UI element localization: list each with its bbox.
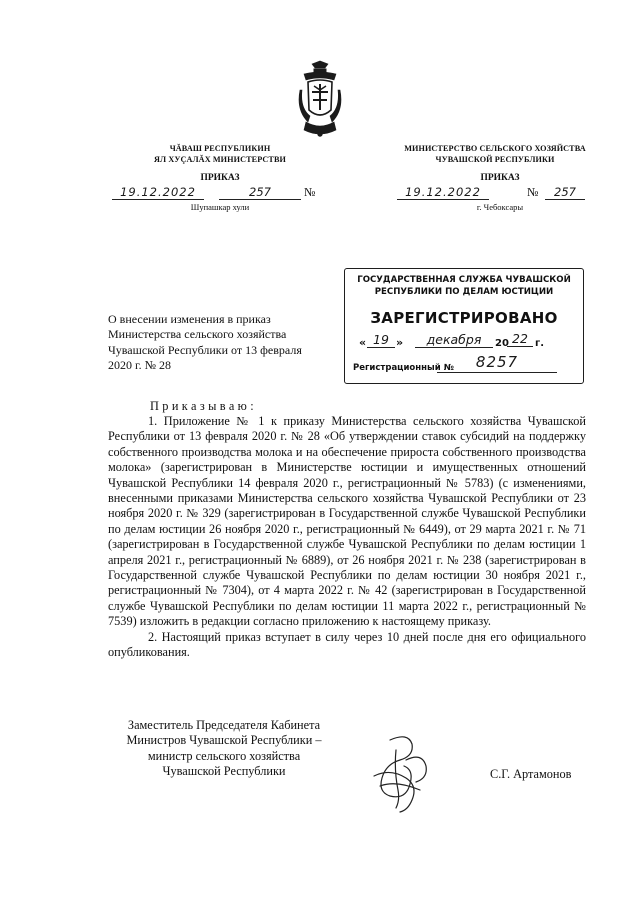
- signer-position-line: министр сельского хозяйства: [147, 748, 301, 763]
- signer-position-line: Чувашской Республики: [162, 764, 286, 779]
- org-left-line: ЯЛ ХУÇАЛĂХ МИНИСТЕРСТВИ: [153, 155, 287, 164]
- stamp-quote-close: »: [396, 336, 404, 349]
- directive-word: Приказываю:: [150, 399, 258, 413]
- registration-stamp: [344, 268, 584, 384]
- stamp-year-g: г.: [535, 338, 545, 349]
- place-chuvash: Шупашкар хули: [190, 202, 250, 212]
- chuvash-emblem-icon: [298, 60, 342, 140]
- order-word-right: ПРИКАЗ: [480, 173, 520, 183]
- signer-position-line: Министров Чувашской Республики –: [126, 733, 322, 748]
- stamp-agency-line: РЕСПУБЛИКИ ПО ДЕЛАМ ЮСТИЦИИ: [374, 287, 554, 297]
- stamp-reg-label: Регистрационный №: [353, 363, 454, 373]
- subject-line: Министерства сельского хозяйства: [108, 327, 287, 342]
- signer-name: С.Г. Артамонов: [490, 767, 572, 781]
- order-date-right: 19.12.2022: [397, 185, 489, 200]
- signer-position-line: Заместитель Председателя Кабинета: [127, 718, 321, 732]
- order-paragraph-2: 2. Настоящий приказ вступает в силу через 10 дней после дня его официального опубликования.: [108, 629, 586, 660]
- subject-line: О внесении изменения в приказ: [108, 312, 271, 326]
- subject-line: 2020 г. № 28: [108, 358, 172, 373]
- number-sign-left: №: [304, 185, 316, 199]
- order-subject: [108, 312, 358, 374]
- order-paragraph-1: 1. Приложение № 1 к приказу Министерства сельского хозяйства Чувашской Республики от 13 февраля 2020 г. № 28 «Об утверждении ставок субсидий на поддержку собственного производства молока и на обеспечение прироста собственного производства молока» (зарегистрирован в Министерстве юстиции и имущественных отношений Чувашской Республики 14 февраля 2020 г., регистрационный № 5783) (с изменениями, внесенными приказами Министерства сельского хозяйства Чувашской Республики от 23 ноября 2020 г. № 329 (зарегистрирован в Государственной службе Чувашской Республики по делам юстиции 26 ноября 2020 г., регистрационный № 6449), от 29 марта 2021 г. № 71 (зарегистрирован в Государственной службе Чувашской Республики по делам юстиции 1 апреля 2021 г., регистрационный № 6889), от 26 ноября 2021 г. № 238 (зарегистрирован в Государственной службе Чувашской Республики по делам юстиции 30 ноября 2021 г., регистрационный № 7304), от 4 марта 2022 г. № 42 (зарегистрирован в Государственной службе Чувашской Республики по делам юстиции 11 марта 2022 г., регистрационный № 7539) изложить в редакции согласно приложению к настоящему приказу.: [108, 414, 586, 629]
- stamp-year-suffix: 22: [507, 331, 533, 347]
- order-number-left: 257: [219, 185, 301, 200]
- stamp-registered-label: ЗАРЕГИСТРИРОВАНО: [370, 309, 558, 327]
- org-name-russian: [395, 143, 595, 165]
- handwritten-signature-icon: [360, 730, 440, 814]
- order-number-right: 257: [545, 185, 585, 200]
- signer-position: [108, 718, 340, 780]
- order-date-left: 19.12.2022: [112, 185, 204, 200]
- stamp-day: 19: [367, 332, 395, 348]
- stamp-year-prefix: 20: [495, 338, 509, 349]
- stamp-month: декабря: [415, 332, 493, 348]
- stamp-quote-open: «: [359, 336, 367, 349]
- org-right-line: ЧУВАШСКОЙ РЕСПУБЛИКИ: [435, 155, 555, 164]
- stamp-agency-line: ГОСУДАРСТВЕННАЯ СЛУЖБА ЧУВАШСКОЙ: [357, 275, 571, 285]
- order-body: [108, 414, 586, 661]
- place-russian: г. Чебоксары: [476, 202, 524, 212]
- org-left-line: ЧĂВАШ РЕСПУБЛИКИН: [169, 144, 271, 153]
- order-word-left: ПРИКАЗ: [200, 173, 240, 183]
- subject-line: Чувашской Республики от 13 февраля: [108, 342, 302, 357]
- org-name-chuvash: [110, 143, 330, 165]
- stamp-reg-number: 8257: [437, 353, 557, 373]
- number-sign-right: №: [527, 185, 539, 199]
- org-right-line: МИНИСТЕРСТВО СЕЛЬСКОГО ХОЗЯЙСТВА: [404, 144, 586, 153]
